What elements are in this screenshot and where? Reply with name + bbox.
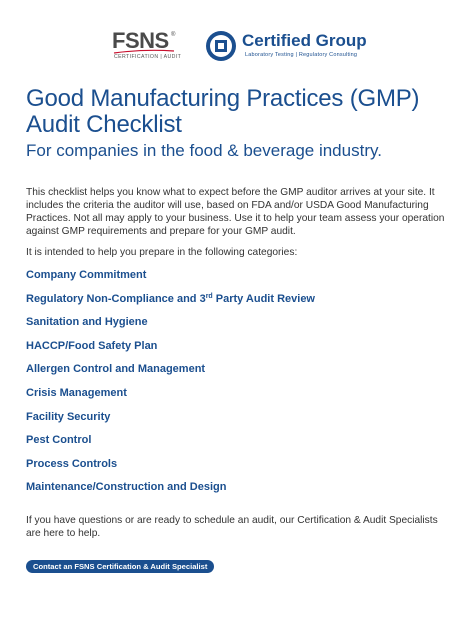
category-item-text: Party Audit Review <box>212 292 315 305</box>
page-title-line-2: Audit Checklist <box>26 111 182 138</box>
category-item <box>26 290 456 314</box>
category-item: Process Controls <box>26 457 118 470</box>
page-title <box>26 86 456 138</box>
category-item: HACCP/Food Safety Plan <box>26 339 158 352</box>
fsns-subline: CERTIFICATION | AUDIT <box>114 54 182 60</box>
intro-paragraph: This checklist helps you know what to expect before the GMP auditor arrives at your site. It includes the criteria the auditor will use, based on FDA and/or USDA Good Manufacturing Practices. Not all may apply to your business. Use it to help your team assess your operation against GMP requirements and prepare for your GMP audit. <box>26 187 445 237</box>
contact-specialist-button[interactable]: Contact an FSNS Certification & Audit Specialist <box>26 560 214 573</box>
category-item-text: Regulatory Non-Compliance and 3 <box>26 292 206 305</box>
page-subtitle: For companies in the food & beverage industry. <box>26 141 382 160</box>
fsns-trademark: ® <box>171 32 176 38</box>
categories-intro: It is intended to help you prepare in the following categories: <box>26 247 298 258</box>
category-item: Facility Security <box>26 410 111 423</box>
category-item-superscript: rd <box>205 292 213 300</box>
category-list <box>26 266 456 502</box>
closing-paragraph: If you have questions or are ready to schedule an audit, our Certification & Audit Specialists are here to help. <box>26 515 438 539</box>
category-item: Sanitation and Hygiene <box>26 316 148 329</box>
certified-group-tagline: Laboratory Testing | Regulatory Consulting <box>245 52 358 58</box>
certified-group-mark-icon <box>205 30 237 62</box>
certified-group-logo <box>205 28 365 68</box>
certified-group-name: Certified Group <box>242 31 367 50</box>
category-item: Company Commitment <box>26 269 147 281</box>
category-item: Maintenance/Construction and Design <box>26 481 227 494</box>
fsns-logo <box>112 30 192 64</box>
category-item: Pest Control <box>26 434 92 447</box>
page-title-line-1: Good Manufacturing Practices (GMP) <box>26 85 420 112</box>
fsns-wordmark: FSNS <box>112 28 169 53</box>
category-item: Crisis Management <box>26 386 127 399</box>
category-item: Allergen Control and Management <box>26 363 206 376</box>
